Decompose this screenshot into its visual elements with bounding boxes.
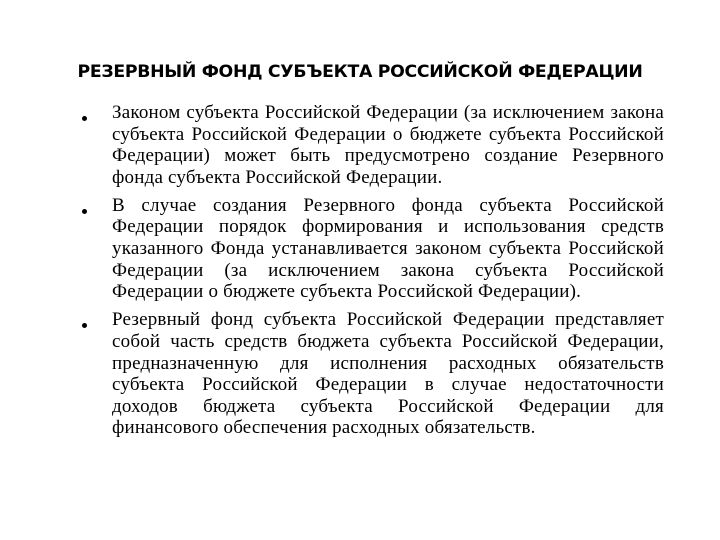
slide-title: РЕЗЕРВНЫЙ ФОНД СУБЪЕКТА РОССИЙСКОЙ ФЕДЕРАЦИИ	[77, 62, 643, 82]
bullet-point-icon	[82, 209, 87, 214]
bullet-point-icon	[82, 323, 87, 328]
bullet-list	[82, 102, 664, 445]
bullet-item	[82, 195, 664, 303]
bullet-text: Резервный фонд субъекта Российской Федерации представляет собой часть средств бюджета субъекта Российской Федерации, предназначенную для исполнения расходных обязательств субъекта Российской Федерации в случае недостаточности доходов бюджета субъекта Российской Федерации для финансового обеспечения расходных обязательств.	[112, 309, 664, 439]
bullet-text: Законом субъекта Российской Федерации (за исключением закона субъекта Российской Федерации о бюджете субъекта Российской Федерации) может быть предусмотрено создание Резервного фонда субъекта Российской Федерации.	[112, 102, 664, 188]
bullet-point-icon	[82, 116, 87, 121]
bullet-text: В случае создания Резервного фонда субъекта Российской Федерации порядок формирования и использования средств указанного Фонда устанавливается законом субъекта Российской Федерации (за исключением закона субъекта Российской Федерации о бюджете субъекта Российской Федерации).	[112, 194, 664, 303]
bullet-item	[82, 309, 664, 439]
bullet-item	[82, 102, 664, 188]
